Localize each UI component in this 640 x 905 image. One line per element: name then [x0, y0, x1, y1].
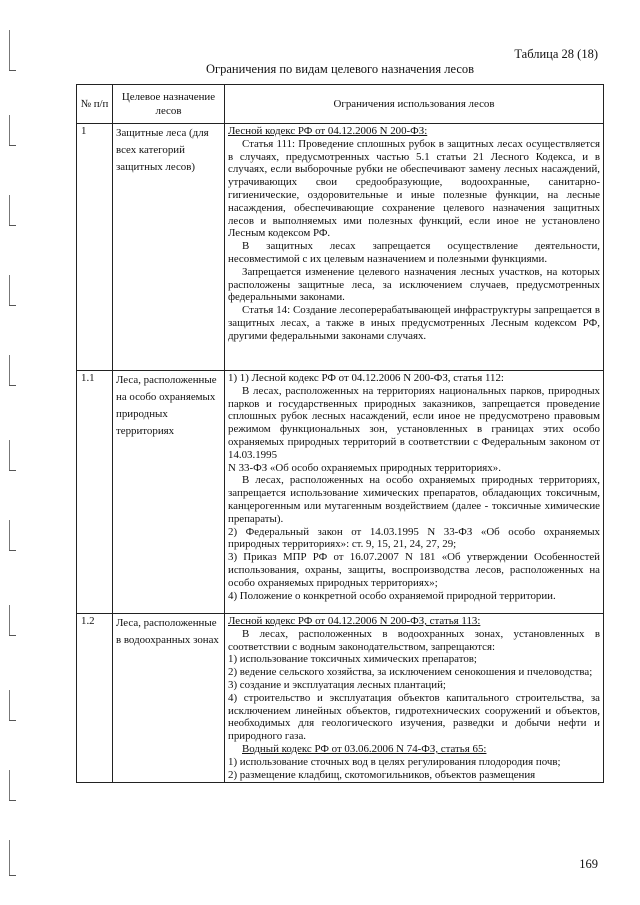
list-item: 3) создание и эксплуатация лесных плантаций; [228, 678, 446, 691]
paragraph: Запрещается изменение целевого назначения лесных участков, на которых расположены защитные леса, за исключением случаев, предусмотренных федеральными законами. [228, 265, 600, 304]
restrictions-table [76, 84, 604, 783]
list-item: 3) Приказ МПР РФ от 16.07.2007 N 181 «Об утверждении Особенностей использования, охраны, защиты, воспроизводства лесов, расположенных на особо охраняемых природных территориях»; [228, 551, 600, 589]
row-purpose: Леса, расположенные на особо охраняемых природных территориях [113, 371, 225, 614]
list-item: 2) ведение сельского хозяйства, за исключением сенокошения и пчеловодства; [228, 666, 593, 679]
table-label: Таблица 28 (18) [514, 47, 598, 61]
paragraph: В лесах, расположенных на территориях национальных парков, природных парков и государственных природных заказников, запрещается проведение сплошных рубок лесных насаждений, если иное не предусмотрено правовым режимом функциональных зон, установленных в границах этих особо охраняемых природных территорий в соответствии с Федеральным законом от 14.03.1995 [228, 384, 600, 461]
page-number: 169 [579, 857, 598, 871]
row-restrictions [225, 371, 604, 614]
list-item: 4) Положение о конкретной особо охраняемой природной территории. [228, 589, 556, 602]
row-purpose: Защитные леса (для всех категорий защитных лесов) [113, 124, 225, 371]
row-restrictions [225, 124, 604, 371]
row-number: 1.1 [77, 371, 113, 614]
table-header-row [77, 85, 604, 124]
paragraph: В лесах, расположенных на особо охраняемых природных территориях, запрещается использование химических препаратов, обладающих токсичным, канцерогенным или мутагенным воздействием (далее - токсичные химические препараты). [228, 474, 600, 525]
table-row [77, 371, 604, 614]
column-header-number: № п/п [77, 85, 113, 124]
paragraph: В лесах, расположенных в водоохранных зонах, установленных в соответствии с водным законодательством, запрещаются: [228, 627, 600, 653]
list-item: 1) использование токсичных химических препаратов; [228, 653, 477, 666]
row-number: 1.2 [77, 614, 113, 783]
law-reference: Лесной кодекс РФ от 04.12.2006 N 200-ФЗ: [228, 125, 428, 137]
scan-margin-marks [9, 20, 17, 880]
list-item: 1) использование сточных вод в целях регулирования плодородия почв; [228, 755, 561, 768]
paragraph: N 33-ФЗ «Об особо охраняемых природных территориях». [228, 461, 501, 474]
paragraph: В защитных лесах запрещается осуществление деятельности, несовместимой с их целевым назначением и полезными функциями. [228, 240, 600, 265]
paragraph: Статья 111: Проведение сплошных рубок в защитных лесах осуществляется в случаях, предусмотренных частью 5.1 статьи 21 Лесного Кодекса, и в случаях, если выборочные рубки не обеспечивают замену лесных насаждений, утрачивающих свои средообразующие, водоохранные, санитарно-гигиенические, оздоровительные и иные полезные функции, на лесные насаждения, обеспечивающие сохранение целевого назначения защитных лесов и выполняемых ими полезных функций, если иное не установлено Лесным кодексом РФ. [228, 137, 600, 240]
paragraph: Статья 14: Создание лесоперерабатывающей инфраструктуры запрещается в защитных лесах, а также в иных предусмотренных Лесным кодексом РФ, другими федеральными законами случаях. [228, 304, 600, 342]
list-item: 2) размещение кладбищ, скотомогильников, объектов размещения [228, 768, 536, 781]
list-item: 4) строительство и эксплуатация объектов капитального строительства, за исключением линейных объектов, гидротехнических сооружений и объектов, необходимых для геологического изучения, разведки и добычи нефти и природного газа. [228, 691, 600, 743]
table-row [77, 124, 604, 371]
law-reference: Водный кодекс РФ от 03.06.2006 N 74-ФЗ, статья 65: [242, 742, 487, 755]
row-restrictions [225, 614, 604, 783]
table-row [77, 614, 604, 783]
list-item: 2) Федеральный закон от 14.03.1995 N 33-ФЗ «Об особо охраняемых природных территориях»: ст. 9, 15, 21, 24, 27, 29; [228, 525, 600, 551]
row-number: 1 [77, 124, 113, 371]
column-header-purpose: Целевое назначение лесов [113, 85, 225, 124]
column-header-restrictions: Ограничения использования лесов [225, 85, 604, 124]
page-title: Ограничения по видам целевого назначения лесов [205, 62, 475, 76]
row-purpose: Леса, расположенные в водоохранных зонах [113, 614, 225, 783]
law-reference: 1) 1) Лесной кодекс РФ от 04.12.2006 N 200-ФЗ, статья 112: [228, 372, 504, 384]
law-reference: Лесной кодекс РФ от 04.12.2006 N 200-ФЗ, статья 113: [228, 615, 481, 627]
